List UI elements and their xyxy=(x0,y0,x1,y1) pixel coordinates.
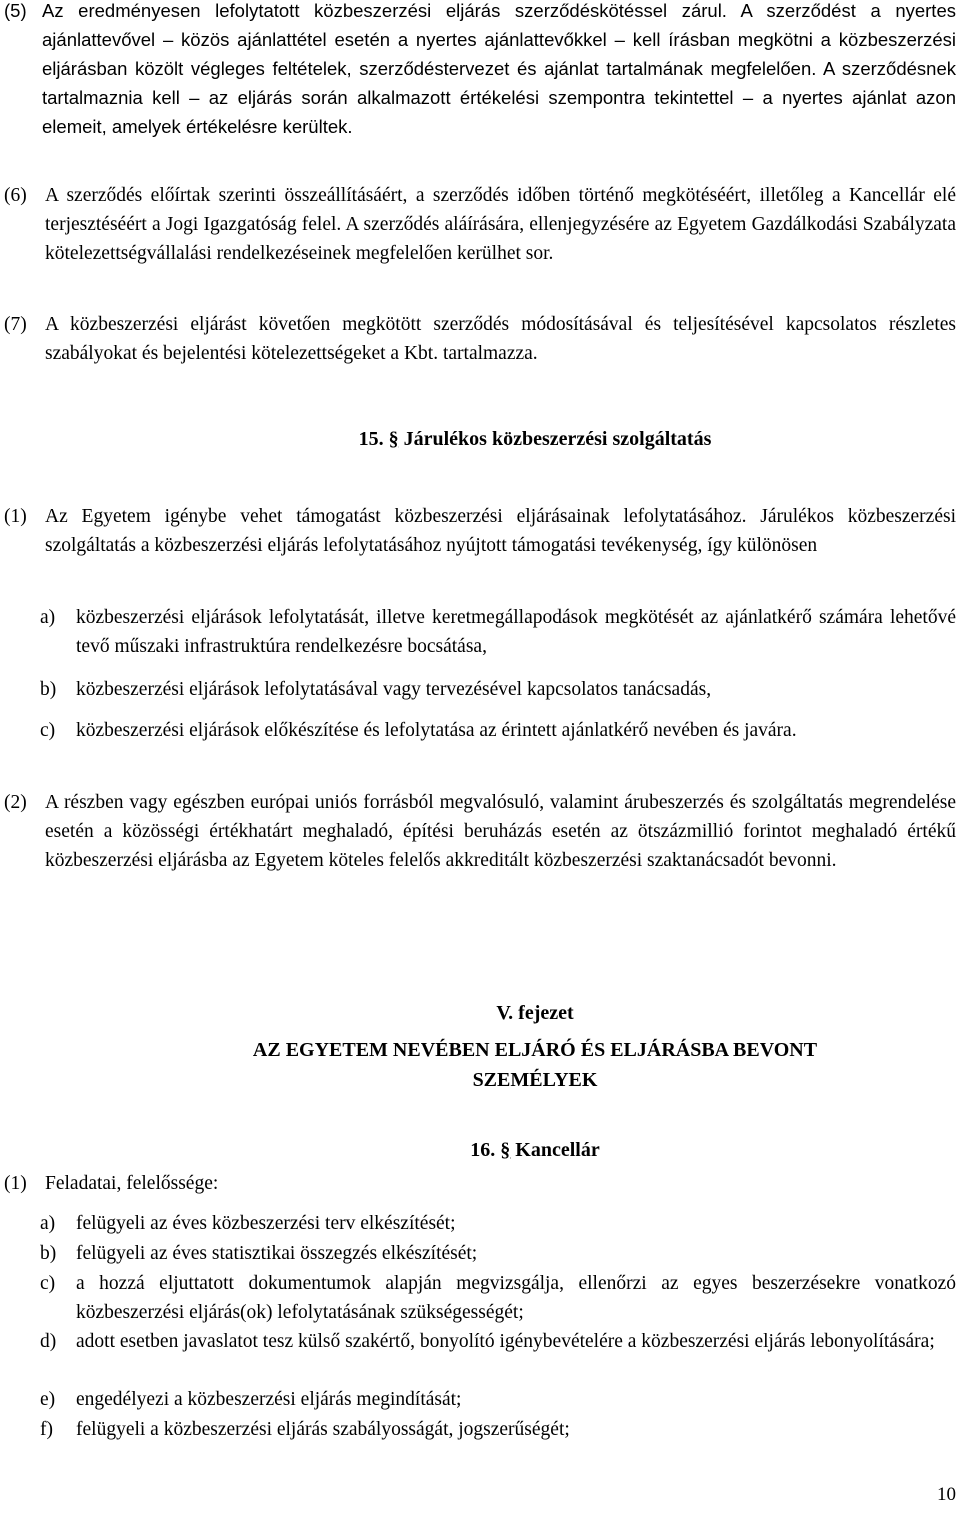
paragraph-5-text: Az eredményesen lefolytatott közbeszerzési eljárás szerződéskötéssel zárul. A szerződést a nyertes ajánlattevővel – közös ajánlattétel esetén a nyertes ajánlattevőkkel – kell írásban megkötni a közbeszerzési eljárásban közölt végleges feltételek, szerződéstervezet és ajánlat tartalmának megfelelően. A szerződésnek tartalmaznia kell – az eljárás során alkalmazott értékelési szempontra tekintettel – a nyertes ajánlat azon elemeit, amelyek értékelésre kerültek. xyxy=(42,0,956,137)
list-item-text: felügyeli a közbeszerzési eljárás szabályosságát, jogszerűségét; xyxy=(76,1419,570,1440)
list-item-label: e) xyxy=(40,1389,56,1410)
section-16-paragraph-1-number: (1) xyxy=(4,1173,27,1194)
list-item-text: felügyeli az éves közbeszerzési terv elkészítését; xyxy=(76,1213,456,1234)
list-item xyxy=(40,716,956,745)
section-16-heading xyxy=(0,1135,960,1165)
list-item xyxy=(40,1209,956,1238)
list-item-label: f) xyxy=(40,1419,53,1440)
list-item-text: közbeszerzési eljárások előkészítése és lefolytatása az érintett ajánlatkérő nevében és javára. xyxy=(76,720,797,741)
section-15-paragraph-1-text: Az Egyetem igénybe vehet támogatást közbeszerzési eljárásainak lefolytatásához. Járulékos közbeszerzési szolgáltatás a közbeszerzési eljárás lefolytatásához nyújtott támogatási tevékenység, így különösen xyxy=(45,506,956,556)
paragraph-6 xyxy=(4,181,956,268)
page-number: 10 xyxy=(937,1484,956,1505)
list-item-label: b) xyxy=(40,679,57,700)
list-item xyxy=(40,1239,956,1268)
chapter-title-line-2: SZEMÉLYEK xyxy=(472,1069,598,1091)
section-15-paragraph-2-number: (2) xyxy=(4,792,27,813)
list-item-text: felügyeli az éves statisztikai összegzés elkészítését; xyxy=(76,1243,478,1264)
paragraph-6-number: (6) xyxy=(4,185,27,206)
section-15-paragraph-1 xyxy=(4,502,956,560)
section-15-heading xyxy=(0,424,960,454)
paragraph-6-text: A szerződés előírtak szerinti összeállításáért, a szerződés időben történő megkötéséért, illetőleg a Kancellár elé terjesztéséért a Jogi Igazgatóság felel. A szerződés aláírására, ellenjegyzésére az Egyetem Gazdálkodási Szabályzata kötelezettségvállalási rendelkezéseinek megfelelően kerülhet sor. xyxy=(45,185,956,264)
list-item-text: közbeszerzési eljárások lefolytatását, illetve keretmegállapodások megkötését az ajánlatkérő számára lehetővé tevő műszaki infrastruktúra rendelkezésre bocsátása, xyxy=(76,607,956,657)
list-item-label: c) xyxy=(40,720,56,741)
paragraph-7-text: A közbeszerzési eljárást követően megkötött szerződés módosításával és teljesítésével kapcsolatos részletes szabályokat és bejelentési kötelezettségeket a Kbt. tartalmazza. xyxy=(45,314,956,364)
section-15-paragraph-2 xyxy=(4,788,956,875)
list-item-label: d) xyxy=(40,1331,57,1352)
paragraph-5-number: (5) xyxy=(4,0,27,21)
section-15-number: 15. xyxy=(358,428,384,450)
list-item-text: a hozzá eljuttatott dokumentumok alapján megvizsgálja, ellenőrzi az egyes beszerzésekre vonatkozó közbeszerzési eljárás(ok) lefolytatásának szükségességét; xyxy=(76,1273,956,1323)
list-item-text: közbeszerzési eljárások lefolytatásával vagy tervezésével kapcsolatos tanácsadás, xyxy=(76,679,712,700)
section-16-paragraph-1 xyxy=(4,1169,604,1198)
list-item xyxy=(40,1327,956,1356)
paragraph-7-number: (7) xyxy=(4,314,27,335)
list-item xyxy=(40,1269,956,1327)
section-15-paragraph-2-text: A részben vagy egészben európai uniós forrásból megvalósuló, valamint árubeszerzés és szolgáltatás megrendelése esetén a közösségi értékhatárt meghaladó, építési beruházás esetén az ötszázmillió forintot meghaladó értékű közbeszerzési eljárásba az Egyetem köteles felelős akkreditált közbeszerzési szaktanácsadót bevonni. xyxy=(45,792,956,871)
list-item xyxy=(40,1415,956,1444)
paragraph-7 xyxy=(4,310,956,368)
section-16-paragraph-1-text: Feladatai, felelőssége: xyxy=(45,1173,219,1194)
list-item-label: a) xyxy=(40,1213,56,1234)
chapter-title-line-1: AZ EGYETEM NEVÉBEN ELJÁRÓ ÉS ELJÁRÁSBA BEVONT xyxy=(252,1039,818,1061)
list-item-label: b) xyxy=(40,1243,57,1264)
section-symbol: § xyxy=(500,1139,511,1161)
list-item xyxy=(40,1385,956,1414)
section-symbol: § xyxy=(388,428,399,450)
chapter-label: V. fejezet xyxy=(496,1002,574,1024)
list-item xyxy=(40,603,956,661)
section-15-title: Járulékos közbeszerzési szolgáltatás xyxy=(403,428,712,450)
section-16-title: Kancellár xyxy=(515,1139,600,1161)
list-item xyxy=(40,675,956,704)
list-item-label: c) xyxy=(40,1273,56,1294)
paragraph-5 xyxy=(4,0,956,141)
section-16-number: 16. xyxy=(470,1139,496,1161)
list-item-label: a) xyxy=(40,607,56,628)
list-item-text: engedélyezi a közbeszerzési eljárás megindítását; xyxy=(76,1389,462,1410)
section-15-paragraph-1-number: (1) xyxy=(4,506,27,527)
list-item-text: adott esetben javaslatot tesz külső szakértő, bonyolító igénybevételére a közbeszerzési eljárás lebonyolítására; xyxy=(76,1331,935,1352)
